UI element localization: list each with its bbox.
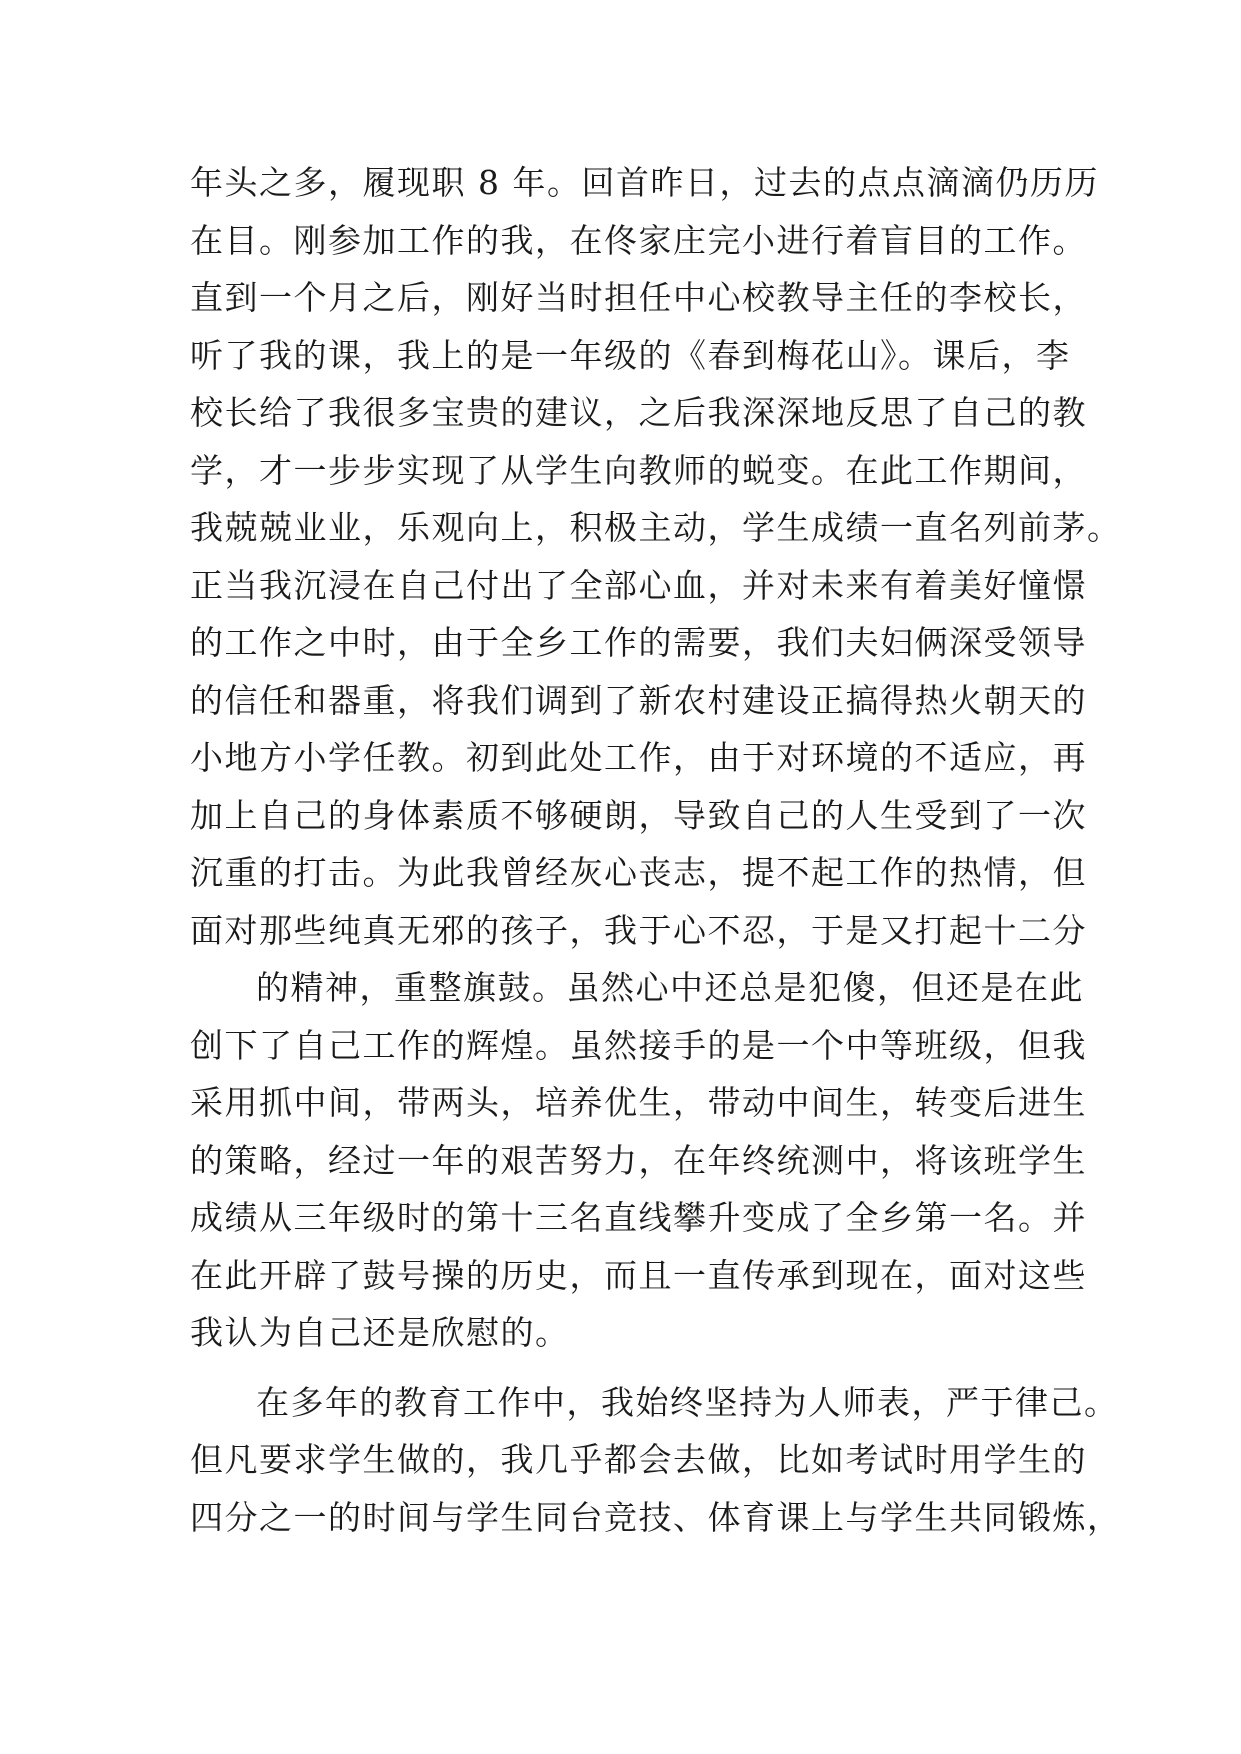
text-line: 创下了自己工作的辉煌。虽然接手的是一个中等班级，但我 — [190, 1025, 1087, 1065]
text-line: 的策略，经过一年的艰苦努力，在年终统测中，将该班学生 — [190, 1140, 1087, 1180]
text-line: 在多年的教育工作中，我始终坚持为人师表，严于律己。 — [256, 1382, 1119, 1422]
text-line: 我认为自己还是欣慰的。 — [190, 1313, 570, 1352]
text-line: 听了我的课，我上的是一年级的《春到梅花山》。课后，李 — [190, 335, 1071, 375]
text-line: 的精神，重整旗鼓。虽然心中还总是犯傻，但还是在此 — [256, 968, 1084, 1007]
text-line: 在目。刚参加工作的我，在佟家庄完小进行着盲目的工作。 — [190, 220, 1087, 260]
text-line: 采用抓中间，带两头，培养优生，带动中间生，转变后进生 — [190, 1083, 1087, 1122]
text-line: 面对那些纯真无邪的孩子，我于心不忍，于是又打起十二分 — [190, 910, 1087, 950]
text-line: 学，才一步步实现了从学生向教师的蜕变。在此工作期间， — [190, 450, 1087, 490]
text-line: 沉重的打击。为此我曾经灰心丧志，提不起工作的热情，但 — [190, 853, 1087, 892]
text-line: 直到一个月之后，刚好当时担任中心校教导主任的李校长， — [190, 278, 1087, 317]
text-line: 在此开辟了鼓号操的历史，而且一直传承到现在，面对这些 — [190, 1255, 1087, 1295]
text-line: 小地方小学任教。初到此处工作，由于对环境的不适应，再 — [190, 738, 1087, 777]
text-line: 成绩从三年级时的第十三名直线攀升变成了全乡第一名。并 — [190, 1198, 1087, 1237]
text-line: 校长给了我很多宝贵的建议，之后我深深地反思了自己的教 — [190, 393, 1087, 432]
text-line: 年头之多，履现职 8 年。回首昨日，过去的点点滴滴仍历历 — [190, 163, 1099, 202]
text-line: 但凡要求学生做的，我几乎都会去做，比如考试时用学生的 — [190, 1440, 1087, 1479]
text-line: 我兢兢业业，乐观向上，积极主动，学生成绩一直名列前茅。 — [190, 508, 1122, 547]
text-line: 正当我沉浸在自己付出了全部心血，并对未来有着美好憧憬 — [190, 565, 1087, 605]
text-line: 的工作之中时，由于全乡工作的需要，我们夫妇俩深受领导 — [190, 623, 1087, 662]
body-text — [190, 154, 1122, 1546]
text-line: 加上自己的身体素质不够硬朗，导致自己的人生受到了一次 — [190, 795, 1087, 835]
text-line: 四分之一的时间与学生同台竞技、体育课上与学生共同锻炼， — [190, 1497, 1122, 1537]
text-line: 的信任和器重，将我们调到了新农村建设正搞得热火朝天的 — [190, 680, 1087, 720]
